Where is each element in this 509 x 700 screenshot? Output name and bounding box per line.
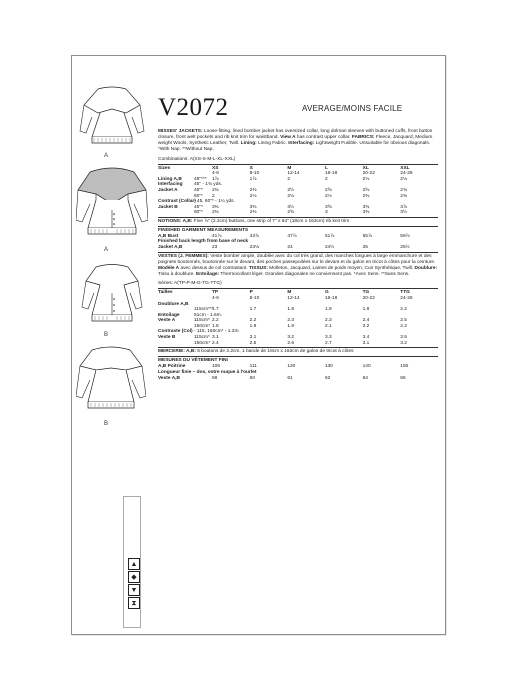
divider [158, 164, 438, 165]
length-value: 24 [287, 245, 293, 251]
row-value: 1.9 [362, 307, 370, 313]
row-fabric-width: 45" - 1¾ yds. [194, 182, 223, 188]
header-cell-fr: G [324, 290, 329, 296]
row-value: 3½ [400, 210, 407, 216]
row-value: 3 [324, 210, 328, 216]
triangle-down-icon: ▼ [128, 584, 140, 596]
row-value: 2.2 [400, 307, 407, 313]
size-range-cell: 20-22 [362, 171, 375, 177]
row-fabric-width: - 115, 150cm* - 1.2m. [194, 329, 240, 335]
pattern-envelope-back [71, 55, 446, 635]
row-label: Doublure A,B [158, 301, 189, 307]
row-value: 2 [287, 176, 290, 182]
row-label: Interfacing [158, 182, 183, 188]
row-value: 2½ [287, 187, 294, 193]
header-cell-fr: P [249, 290, 253, 296]
taille-range-cell: 16-18 [324, 295, 338, 301]
row-value: 2 [212, 193, 215, 199]
row-value: 2⅜ [249, 187, 257, 193]
french-yardage-table [158, 290, 438, 346]
tissus-heading: TISSUS: [249, 265, 268, 271]
row-label: Jacket B [158, 204, 178, 210]
bust-value: 59⅞ [400, 233, 410, 239]
pattern-number: V2072 [158, 94, 229, 121]
hourglass-icon: ⧗ [128, 597, 140, 609]
row-value: 2⅛ [287, 193, 294, 199]
row-label: Veste A [158, 318, 176, 324]
description-heading: MISSES' JACKETS: [158, 129, 203, 134]
row-fabric-width: 115cm*** [194, 307, 214, 313]
row-value: 3.2 [400, 340, 407, 346]
header-cell: M [287, 165, 292, 171]
yardage-row [158, 210, 438, 216]
poitrine-value: 150 [400, 364, 409, 370]
poitrine-value: 140 [362, 364, 371, 370]
english-yardage-table [158, 166, 438, 216]
taille-range-cell: 4-6 [212, 295, 219, 301]
triangle-up-icon: ▲ [128, 558, 140, 570]
row-value: 2.1 [324, 323, 332, 329]
row-value: 3⅜ [362, 210, 370, 216]
size-range-cell: 16-18 [324, 171, 338, 177]
length-value: 25 [362, 245, 368, 251]
row-fabric-width: - 45, 60"* - 1¼ yds. [194, 199, 235, 205]
row-label: Lining A,B [158, 176, 182, 182]
row-fabric-width: 51cm - 1.6m. [194, 312, 222, 318]
row-value: 2.4 [212, 340, 219, 346]
row-fabric-width: 115cm* [194, 335, 210, 341]
figure-label-a-1: A [104, 153, 109, 159]
figure-label-b-2: B [104, 421, 109, 427]
longueur-value: 62 [324, 375, 331, 381]
french-length-table [158, 376, 438, 382]
row-value: 3.1 [249, 335, 257, 341]
notions-text: Five ⅞" (2.2cm) buttons, one strip of 7" x 64" (18cm x 163cm) rib knit trim [192, 218, 350, 224]
row-value: 2¾ [400, 187, 407, 193]
row-label: Entoilage [158, 312, 180, 318]
row-fabric-width: 45"* [194, 204, 203, 210]
french-description [158, 254, 438, 278]
longueur-value: 61 [287, 375, 293, 381]
taille-range-cell: 24-26 [400, 295, 413, 301]
row-value: 1.9 [249, 323, 257, 329]
jacket-b-front-drawing [78, 261, 146, 331]
bust-value: 51⅞ [324, 233, 335, 239]
english-length-table [158, 245, 438, 251]
row-value: 2⅝ [362, 187, 370, 193]
row-fabric-width: 45"* [194, 187, 203, 193]
lining-text: Lining Fabric. [256, 140, 289, 146]
figure-label-a-2: A [104, 247, 109, 253]
yardage-row [158, 341, 438, 347]
header-cell: XS [212, 165, 219, 171]
poitrine-label: A,B Poitrine [158, 364, 186, 370]
length-row [158, 245, 438, 251]
lining-heading: Lining: [240, 140, 257, 146]
row-value: 2⅛ [362, 176, 370, 182]
row-label: Jacket A [158, 187, 178, 193]
measurements-heading-fr: MESURES DU VÊTEMENT FINI [158, 358, 228, 364]
doublure-heading: Doublure: [414, 265, 438, 271]
poitrine-value: 120 [287, 364, 296, 370]
row-value: 2 [324, 176, 328, 182]
row-fabric-width: 60"* [194, 210, 203, 216]
row-label: Contrast (Collar) [158, 199, 196, 205]
header-cell-fr: M [287, 290, 292, 296]
jacket-b-back-drawing [76, 344, 146, 419]
length-label: Jacket A,B [158, 245, 183, 251]
row-value: 2.2 [400, 323, 407, 329]
taille-range-cell: 20-22 [362, 295, 375, 301]
description-heading-fr: VESTES (J. FEMMES): [158, 253, 209, 259]
row-value: 3⅞ [400, 204, 407, 210]
longueur-value: 64 [362, 375, 368, 381]
longueur-row [158, 376, 438, 382]
difficulty-level: AVERAGE/MOINS FACILE [302, 104, 403, 113]
taille-range-cell: 8-10 [249, 295, 260, 301]
header-cell-fr: TP [212, 290, 219, 296]
notions [158, 219, 438, 225]
header-cell: XXL [400, 165, 410, 171]
row-value: 2.3 [287, 318, 294, 324]
jacket-a-back-drawing [78, 83, 146, 153]
row-value: 2.5 [249, 340, 257, 346]
row-value: 2⅜ [400, 193, 407, 199]
interfacing-heading: Interfacing: [288, 140, 315, 146]
length-value: 24½ [324, 245, 335, 251]
diamond-icon: ◆ [128, 571, 140, 583]
length-value: 25½ [400, 245, 410, 251]
header-cell: S [249, 165, 253, 171]
description-text-fr: Veste bomber ample, doublée avec du col très grand, des manches longues à large emmanchure et des poignets boutonnés, boutonnée sur le devant, des poches passepoilées sur le devant et du galon en tricot à côtes pour la ceinture. [158, 253, 436, 265]
row-value: 2.4 [362, 318, 370, 324]
header-cell: Sizes [158, 165, 171, 171]
row-value: 2.7 [324, 340, 332, 346]
header-cell: XL [362, 165, 369, 171]
header-cell-fr: TG [362, 290, 370, 296]
poitrine-value: 130 [324, 364, 333, 370]
row-fabric-width: 115cm* [194, 318, 210, 324]
length-heading: Finished back length from base of neck [158, 239, 249, 245]
combinations-label: Combinations: [158, 156, 190, 162]
view-a-text: has contrast upper collar. [295, 134, 352, 140]
series-line [158, 281, 438, 287]
measurements-heading: FINISHED GARMENT MEASUREMENTS [158, 227, 249, 233]
main-content [158, 129, 438, 381]
divider [158, 288, 438, 289]
row-value: 3½ [287, 204, 294, 210]
poitrine-value: 106 [212, 364, 221, 370]
notions-heading: NOTIONS: A,B: [158, 218, 193, 224]
row-value: 2.2 [362, 323, 370, 329]
row-value: 2.6 [287, 340, 294, 346]
row-value: 3.5 [400, 335, 407, 341]
row-label: Contraste (Col) [158, 329, 193, 335]
taille-range-cell: 12-14 [287, 295, 300, 301]
poitrine-value: 111 [249, 364, 257, 370]
divider [158, 217, 438, 218]
bust-value: 55⅞ [362, 233, 372, 239]
row-value: 2⅜ [249, 210, 257, 216]
row-value: 3.4 [362, 335, 370, 341]
length-value: 23 [212, 245, 218, 251]
english-yardage-rows [158, 177, 438, 216]
longueur-value: 58 [212, 375, 218, 381]
row-value: 3⅜ [249, 204, 257, 210]
header-cell-fr: Tailles [158, 290, 173, 296]
bust-label: A,B Bust [158, 233, 179, 239]
header-cell: L [324, 165, 328, 171]
row-value: 2⅛ [324, 193, 332, 199]
row-value: 3⅜ [212, 204, 219, 210]
row-value: 1.7 [249, 307, 257, 313]
row-value: 3.1 [212, 335, 219, 341]
row-value: 3.2 [287, 335, 294, 341]
size-range-cell: 4-6 [212, 171, 219, 177]
mercerie [158, 349, 438, 355]
row-value: 2⅛ [400, 176, 407, 182]
row-fabric-width: 60"* [194, 193, 203, 199]
row-value: 3.1 [362, 340, 370, 346]
row-value: 3¾ [362, 204, 370, 210]
row-value: 1.8 [212, 323, 219, 329]
length-heading-fr: Longueur finie – dos, votre nuque à l'ourlet [158, 369, 257, 375]
row-label [158, 210, 194, 216]
row-label: Veste B [158, 335, 176, 341]
longueur-value: 65 [400, 375, 406, 381]
tissus-text: Molleton, Jacquard, Laines de poids moyen, Cuir Synthétique, Twill. [267, 265, 415, 271]
english-description [158, 129, 438, 153]
size-range-cell: 12-14 [287, 171, 300, 177]
longueur-label: Veste A,B [158, 375, 180, 381]
length-value: 23⅛ [249, 245, 259, 251]
entoilage-heading: Entoilage: [195, 271, 220, 277]
header-cell-fr: TTG [400, 290, 410, 296]
row-value: 1.8 [287, 307, 294, 313]
row-value: 1⅞ [212, 176, 219, 182]
row-value: 2.2 [249, 318, 257, 324]
interfacing-text: Lightweight Fusible. Unsuitable for obvious diagonals. *With Nap. **Without Nap. [158, 140, 431, 152]
view-a-heading: View A [280, 134, 296, 140]
modele-a-text: avec dessus de col contrastant. [179, 265, 250, 271]
doublure-text: Tissu à doublure. [158, 271, 196, 277]
row-label [158, 341, 194, 347]
mercerie-text: 5 boutons de 2.2cm, 1 bande de 18cm x 163cm de galon de tricot à côtes [195, 349, 354, 355]
row-fabric-width: 150cm* [194, 323, 211, 329]
size-range-cell: 24-26 [400, 171, 413, 177]
longueur-value: 60 [249, 375, 255, 381]
row-value: 3.3 [324, 335, 332, 341]
entoilage-text: Thermocollant léger. Grandes diagonales ne conviennent pas. *Avec Sens. **Sans Sens. [219, 271, 410, 277]
row-value: 1.8 [324, 307, 332, 313]
row-fabric-width: 150cm* [194, 340, 211, 346]
bust-value: 41⅞ [212, 233, 222, 239]
row-value: 2⅝ [324, 187, 332, 193]
description-text: Loose-fitting, lined bomber jacket has oversized collar, long dolman sleeves with buttoned cuffs, front button closure, front welt pockets and rib knit trim for waistband. [158, 129, 433, 140]
fabrics-heading: FABRICS: [351, 134, 375, 140]
row-value: 2.3 [324, 318, 332, 324]
combinations-line [158, 157, 438, 163]
fabrics-text: Fleece, Jacquard, Medium weight Wools, Synthetic Leather, Twill. [158, 134, 433, 146]
row-value: 2⅜ [212, 187, 219, 193]
row-value: 2.5 [400, 318, 407, 324]
row-value: 2⅜ [362, 193, 370, 199]
combinations-value: A(XS-S-M-L-XL-XXL) [189, 156, 236, 162]
mercerie-heading: MERCERIE: A,B: [158, 349, 196, 355]
french-yardage-rows [158, 302, 438, 347]
divider [158, 252, 438, 253]
row-value: 2⅛ [249, 193, 257, 199]
modele-a-heading: Modèle A [158, 265, 180, 271]
care-symbols [128, 558, 139, 610]
row-value: 2⅝ [287, 210, 294, 216]
row-fabric-width: 45"*** [194, 176, 207, 182]
jacket-a-front-drawing [76, 164, 148, 244]
row-value: 2.2 [212, 318, 219, 324]
series-label: Séries: [158, 281, 174, 287]
row-value: 1.9 [287, 323, 294, 329]
row-value: 1.7 [212, 307, 219, 313]
row-value: 2⅜ [212, 210, 219, 216]
bust-value: 43⅞ [249, 233, 259, 239]
divider [158, 226, 438, 227]
divider [158, 356, 438, 357]
row-value: 1⅞ [249, 176, 257, 182]
figure-label-b-1: B [104, 332, 109, 338]
row-value: 3⅝ [324, 204, 332, 210]
technical-drawings-column [72, 56, 150, 634]
series-value: A(TP-P-M-G-TG-TTG) [174, 281, 222, 287]
size-range-cell: 8-10 [249, 171, 260, 177]
bust-value: 47⅞ [287, 233, 297, 239]
